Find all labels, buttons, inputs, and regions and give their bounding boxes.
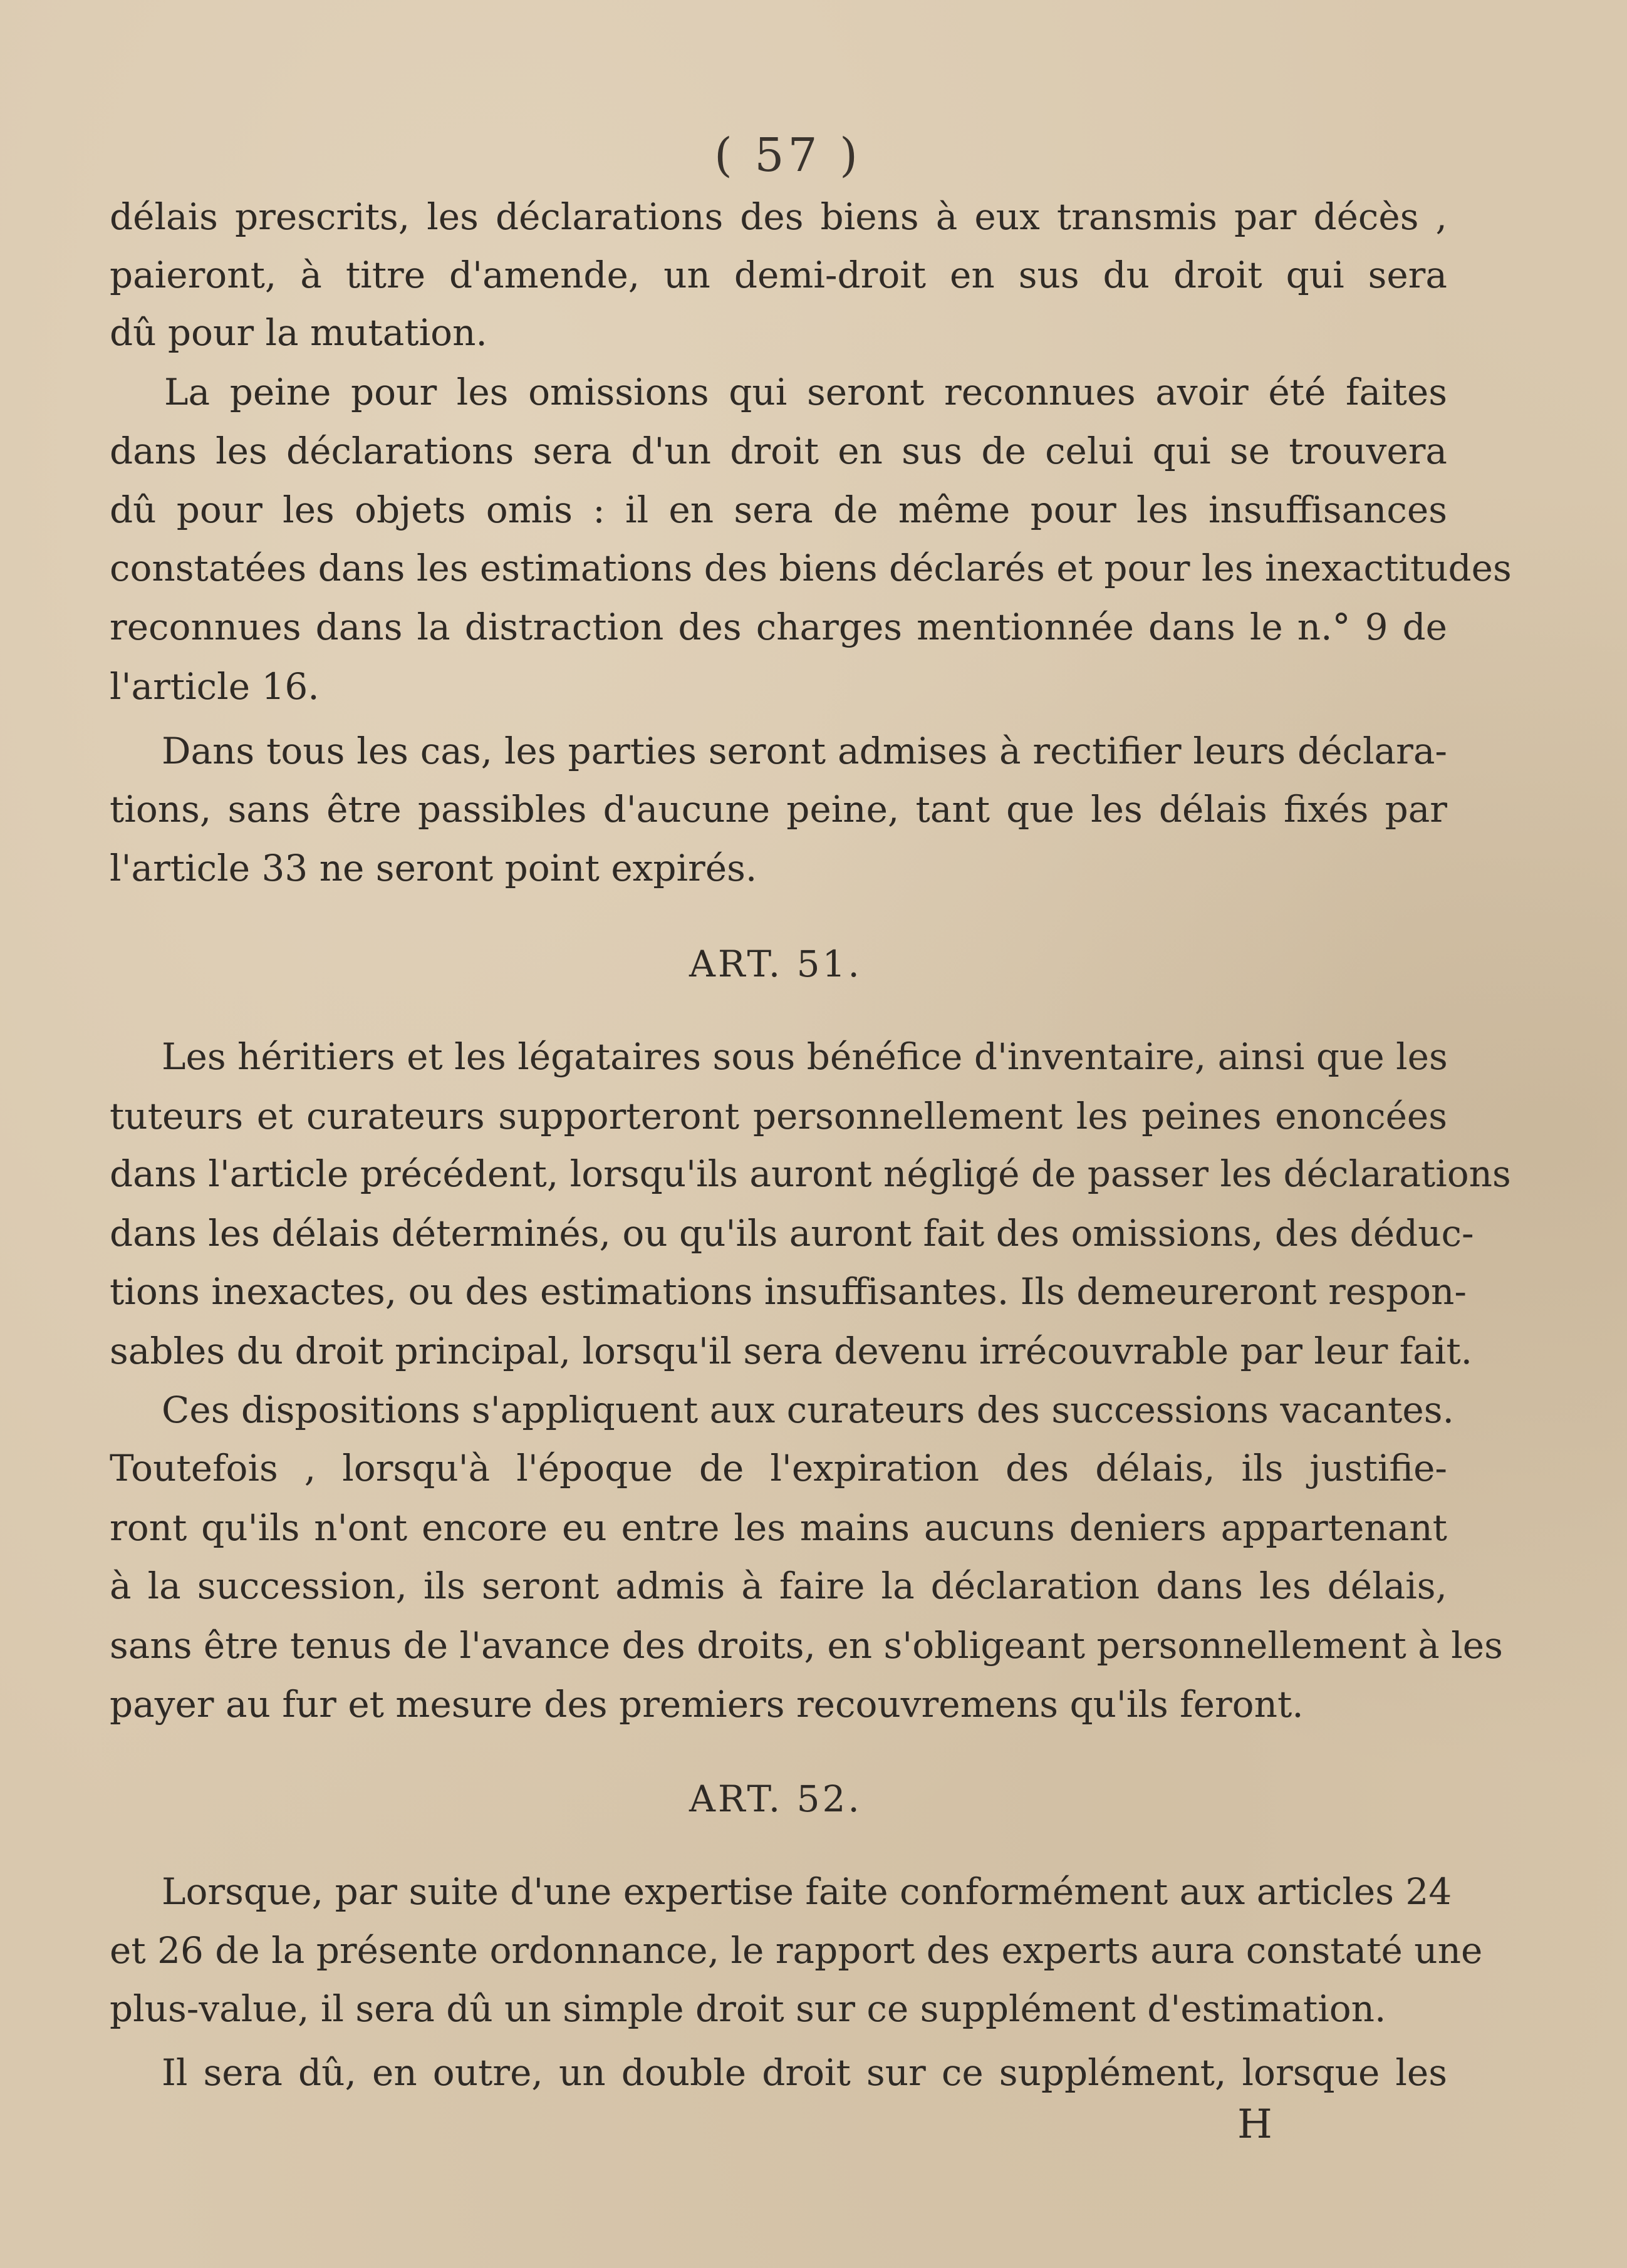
text-line: sables du droit principal, lorsqu'il sera devenu irrécouvrable par leur fait. [110,1330,1473,1372]
text-line: l'article 33 ne seront point expirés. [110,847,757,889]
text-line: délais prescrits, les déclarations des biens à eux transmis par décès , [110,195,1447,238]
article-heading: ART. 51. [689,943,862,985]
text-line: Ces dispositions s'appliquent aux curateurs des successions vacantes. [162,1389,1454,1431]
text-line: dû pour les objets omis : il en sera de même pour les insuffisances [110,489,1447,531]
signature-mark: H [1237,2101,1272,2148]
text-line: Lorsque, par suite d'une expertise faite conformément aux articles 24 [162,1870,1452,1913]
text-line: La peine pour les omissions qui seront reconnues avoir été faites [164,371,1447,413]
text-line: reconnues dans la distraction des charges mentionnée dans le n.° 9 de [110,606,1447,648]
text-line: ront qu'ils n'ont encore eu entre les mains aucuns deniers appartenant [110,1506,1447,1549]
text-line: Dans tous les cas, les parties seront admises à rectifier leurs déclara- [162,730,1447,772]
text-line: plus-value, il sera dû un simple droit sur ce supplément d'estimation. [110,1987,1386,2030]
page-number: ( 57 ) [714,128,861,182]
text-line: paieront, à titre d'amende, un demi-droit en sus du droit qui sera [110,254,1447,296]
article-heading: ART. 52. [689,1778,862,1820]
text-line: constatées dans les estimations des biens déclarés et pour les inexactitudes [110,547,1512,589]
text-line: Il sera dû, en outre, un double droit sur ce supplément, lorsque les [162,2051,1447,2094]
text-line: Les héritiers et les légataires sous bénéfice d'inventaire, ainsi que les [162,1035,1448,1078]
text-line: payer au fur et mesure des premiers recouvremens qu'ils feront. [110,1683,1304,1726]
text-line: Toutefois , lorsqu'à l'époque de l'expiration des délais, ils justifie- [110,1447,1447,1489]
text-line: tions, sans être passibles d'aucune peine, tant que les délais fixés par [110,788,1447,831]
text-line: et 26 de la présente ordonnance, le rapport des experts aura constaté une [110,1929,1483,1972]
text-line: dû pour la mutation. [110,311,487,354]
text-line: tions inexactes, ou des estimations insuffisantes. Ils demeureront respon- [110,1270,1467,1313]
text-line: tuteurs et curateurs supporteront personnellement les peines enoncées [110,1095,1447,1137]
text-line: l'article 16. [110,665,320,708]
text-line: sans être tenus de l'avance des droits, en s'obligeant personnellement à les [110,1624,1503,1667]
text-line: dans l'article précédent, lorsqu'ils auront négligé de passer les déclarations [110,1152,1511,1195]
text-line: à la succession, ils seront admis à faire la déclaration dans les délais, [110,1565,1447,1607]
text-line: dans les délais déterminés, ou qu'ils auront fait des omissions, des déduc- [110,1212,1474,1255]
text-line: dans les déclarations sera d'un droit en sus de celui qui se trouvera [110,430,1447,472]
